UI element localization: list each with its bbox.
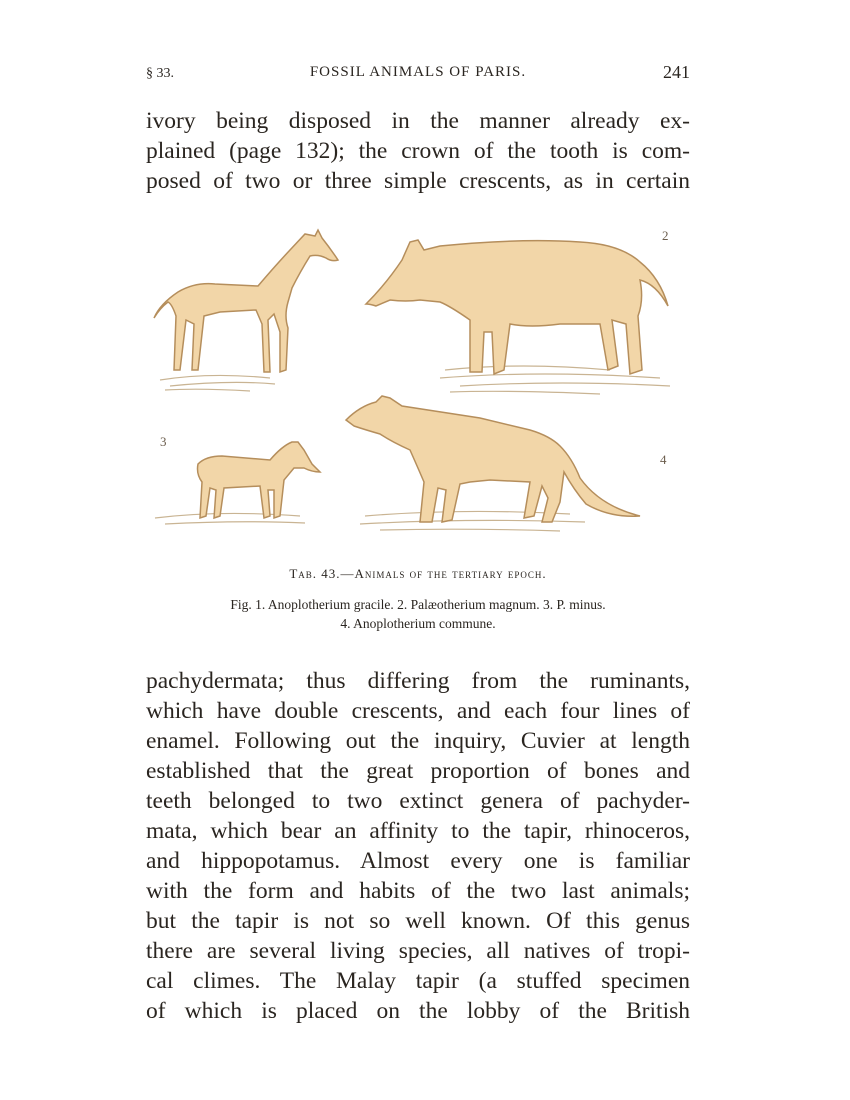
- palaeotherium-minus-figure: [198, 442, 321, 518]
- plate-caption-line-1: Fig. 1. Anoplotherium gracile. 2. Palæotherium magnum. 3. P. minus.: [230, 597, 606, 612]
- plate-number-4: 4: [660, 452, 667, 467]
- plate-caption-title: Tab. 43.—Animals of the tertiary epoch.: [289, 566, 547, 581]
- text-line: of which is placed on the lobby of the British: [146, 998, 690, 1024]
- text-line: mata, which bear an affinity to the tapir, rhinoceros,: [146, 818, 690, 844]
- running-head: [146, 62, 690, 86]
- anoplotherium-gracile-figure: [154, 230, 338, 372]
- text-line: teeth belonged to two extinct genera of pachyder-: [146, 788, 690, 814]
- text-line: which have double crescents, and each four lines of: [146, 698, 690, 724]
- plate-drawing: [140, 220, 700, 560]
- text-line: established that the great proportion of bones and: [146, 758, 690, 784]
- plate-caption-line-2: 4. Anoplotherium commune.: [340, 616, 496, 631]
- text-line: but the tapir is not so well known. Of this genus: [146, 908, 690, 934]
- text-line: with the form and habits of the two last animals;: [146, 878, 690, 904]
- paragraph-top: [146, 106, 690, 196]
- page-number: 241: [663, 62, 690, 82]
- palaeotherium-magnum-figure: [366, 240, 668, 374]
- anoplotherium-commune-figure: [346, 396, 640, 522]
- section-number: § 33.: [146, 66, 174, 81]
- plate-number-3: 3: [160, 434, 167, 449]
- illustration-plate: [140, 220, 700, 560]
- text-line: posed of two or three simple crescents, as in certain: [146, 168, 690, 194]
- plate-number-2: 2: [662, 228, 669, 243]
- text-line: pachydermata; thus differing from the ruminants,: [146, 668, 690, 694]
- text-line: and hippopotamus. Almost every one is familiar: [146, 848, 690, 874]
- paragraph-bottom: [146, 666, 690, 1026]
- text-line: ivory being disposed in the manner already ex-: [146, 108, 690, 134]
- text-line: there are several living species, all natives of tropi-: [146, 938, 690, 964]
- text-line: enamel. Following out the inquiry, Cuvier at length: [146, 728, 690, 754]
- text-line: plained (page 132); the crown of the tooth is com-: [146, 138, 690, 164]
- running-title: FOSSIL ANIMALS OF PARIS.: [309, 64, 527, 80]
- text-line: cal climes. The Malay tapir (a stuffed specimen: [146, 968, 690, 994]
